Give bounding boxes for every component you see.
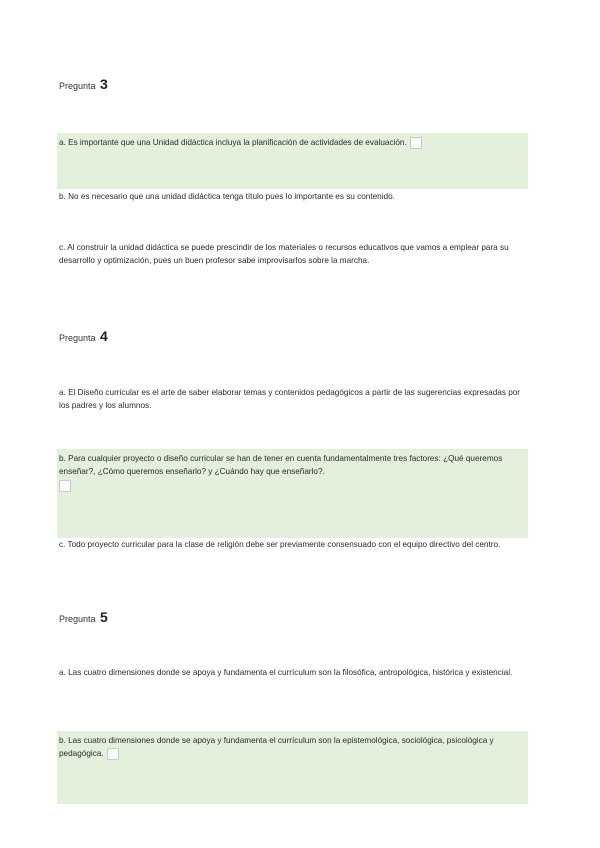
question-4-option-b[interactable] (57, 449, 528, 538)
option-text: b. Las cuatro dimensiones donde se apoya y fundamenta el currículum son la epistemológica, sociológica, psicológica y pedagógica. (59, 736, 494, 758)
option-text: b. Para cualquier proyecto o diseño curricular se han de tener en cuenta fundamentalmente tres factores: ¿Qué queremos enseñar?, ¿Cómo queremos enseñarlo? y ¿Cuándo hay que enseñarlo?. (59, 454, 503, 476)
question-5-option-a[interactable] (57, 663, 528, 697)
question-label: Pregunta (59, 333, 96, 343)
option-text: a. Las cuatro dimensiones donde se apoya y fundamenta el currículum son la filosófica, antropológica, histórica y existencial. (59, 668, 513, 677)
question-5-option-b[interactable] (57, 731, 528, 804)
question-label: Pregunta (59, 81, 96, 91)
question-3-heading (59, 76, 108, 92)
checkbox-icon[interactable] (410, 137, 422, 149)
option-text: b. No es necesario que una unidad didáctica tenga título pues lo importante es su contenido. (59, 192, 395, 201)
question-number: 5 (100, 609, 108, 625)
option-text: a. El Diseño curricular es el arte de saber elaborar temas y contenidos pedagógicos a partir de las sugerencias expresadas por los padres y los alumnos. (59, 388, 521, 410)
question-3-option-c[interactable] (57, 238, 528, 288)
question-number: 3 (100, 76, 108, 92)
checkbox-icon[interactable] (107, 748, 119, 760)
option-text: c. Todo proyecto curricular para la clase de religión debe ser previamente consensuado con el equipo directivo del centro. (59, 540, 501, 549)
question-5-heading (59, 609, 108, 625)
question-number: 4 (100, 328, 108, 344)
option-text: c. Al construir la unidad didáctica se puede prescindir de los materiales o recursos educativos que vamos a emplear para su desarrollo y optimización, pues un buen profesor sabe improvisarlos sobre la marcha. (59, 243, 509, 265)
question-3-option-b[interactable] (57, 187, 528, 209)
question-4-option-a[interactable] (57, 383, 528, 417)
question-label: Pregunta (59, 614, 96, 624)
question-4-option-c[interactable] (57, 535, 528, 569)
checkbox-icon[interactable] (59, 480, 71, 492)
option-text: a. Es importante que una Unidad didáctica incluya la planificación de actividades de evaluación. (59, 138, 407, 147)
question-3-option-a[interactable] (57, 133, 528, 189)
question-4-heading (59, 328, 108, 344)
